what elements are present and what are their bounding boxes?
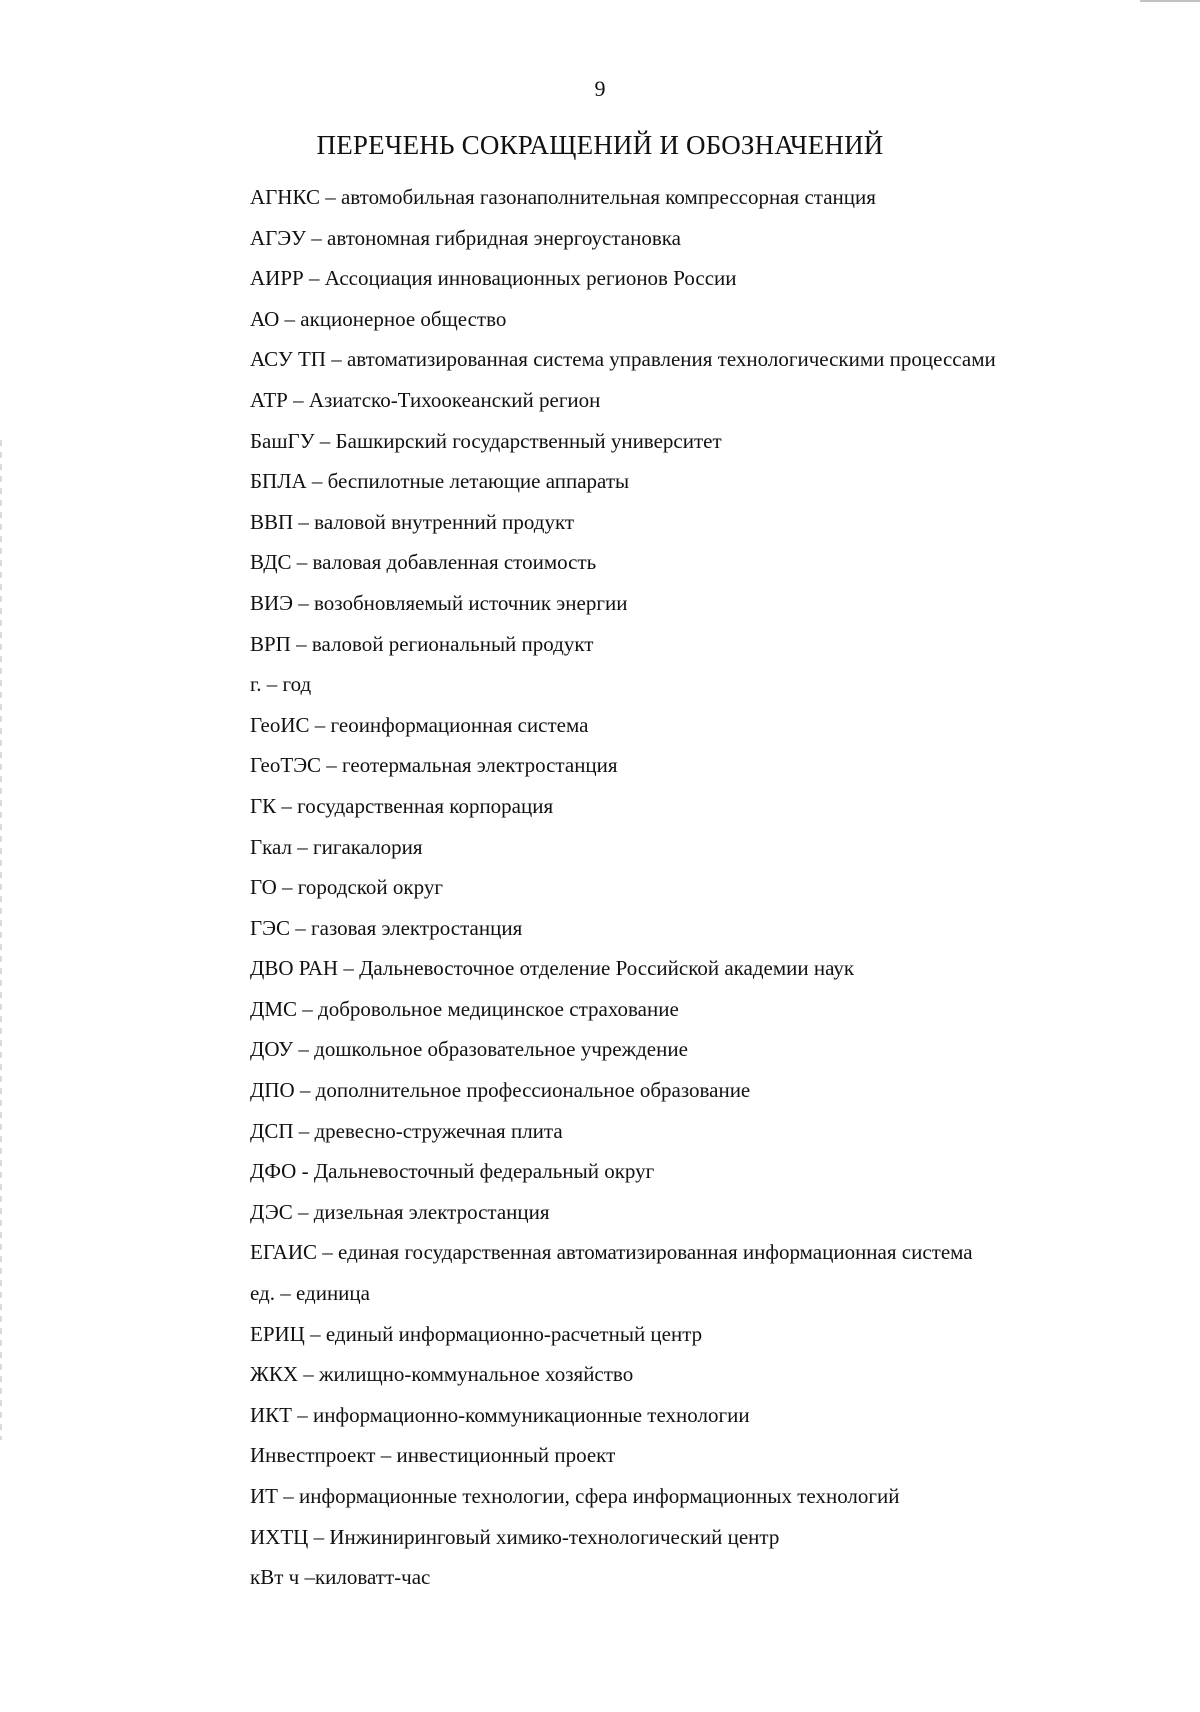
abbreviation-entry: ГеоИС – геоинформационная система	[250, 712, 589, 737]
abbreviation-entry: ЕРИЦ – единый информационно-расчетный центр	[250, 1321, 703, 1346]
abbreviation-entry: ГЭС – газовая электростанция	[250, 915, 523, 940]
scan-binding-edge	[0, 440, 2, 1440]
abbreviation-entry: АО – акционерное общество	[250, 306, 507, 331]
abbreviation-entry: АГЭУ – автономная гибридная энергоустановка	[250, 225, 681, 250]
abbreviation-entry: ИКТ – информационно-коммуникационные технологии	[250, 1402, 750, 1427]
scan-edge-mark	[1140, 0, 1200, 2]
abbreviation-entry: ВДС – валовая добавленная стоимость	[250, 550, 597, 575]
abbreviation-entry: АТР – Азиатско-Тихоокеанский регион	[250, 387, 601, 412]
abbreviation-entry: ДЭС – дизельная электростанция	[250, 1199, 550, 1224]
abbreviation-list	[250, 177, 1150, 1598]
abbreviation-entry: Инвестпроект – инвестиционный проект	[250, 1443, 616, 1468]
abbreviation-entry: ИХТЦ – Инжиниринговый химико-технологический центр	[250, 1524, 780, 1549]
abbreviation-entry: кВт ч –киловатт-час	[250, 1565, 431, 1590]
abbreviation-entry: Гкал – гигакалория	[250, 834, 423, 859]
abbreviation-entry: ДОУ – дошкольное образовательное учреждение	[250, 1037, 688, 1062]
abbreviation-entry: БПЛА – беспилотные летающие аппараты	[250, 469, 630, 494]
abbreviation-entry: АГНКС – автомобильная газонаполнительная компрессорная станция	[250, 185, 876, 209]
abbreviation-entry: АСУ ТП – автоматизированная система управления технологическими процессами	[250, 347, 996, 372]
abbreviation-entry: ДСП – древесно-стружечная плита	[250, 1118, 563, 1143]
abbreviation-entry: ДВО РАН – Дальневосточное отделение Российской академии наук	[250, 956, 855, 981]
abbreviation-entry: ЕГАИС – единая государственная автоматизированная информационная система	[250, 1240, 973, 1265]
page-number: 9	[594, 76, 606, 101]
abbreviation-entry: АИРР – Ассоциация инновационных регионов России	[250, 266, 737, 291]
abbreviation-entry: ГО – городской округ	[250, 875, 443, 900]
abbreviation-entry: ДФО - Дальневосточный федеральный округ	[250, 1159, 655, 1184]
abbreviation-entry: ИТ – информационные технологии, сфера информационных технологий	[250, 1484, 900, 1508]
abbreviation-entry: ВВП – валовой внутренний продукт	[250, 509, 575, 534]
abbreviation-entry: ДПО – дополнительное профессиональное образование	[250, 1078, 751, 1103]
abbreviation-entry: БашГУ – Башкирский государственный университет	[250, 428, 722, 453]
page-title: ПЕРЕЧЕНЬ СОКРАЩЕНИЙ И ОБОЗНАЧЕНИЙ	[316, 130, 884, 160]
abbreviation-entry: ЖКХ – жилищно-коммунальное хозяйство	[250, 1362, 634, 1387]
abbreviation-entry: ГеоТЭС – геотермальная электростанция	[250, 753, 618, 778]
abbreviation-entry: ГК – государственная корпорация	[250, 793, 554, 818]
abbreviation-entry: ВРП – валовой региональный продукт	[250, 631, 594, 656]
abbreviation-entry: ВИЭ – возобновляемый источник энергии	[250, 590, 628, 615]
abbreviation-entry: г. – год	[250, 672, 312, 697]
abbreviation-entry: ДМС – добровольное медицинское страхование	[250, 996, 679, 1021]
abbreviation-entry: ед. – единица	[250, 1281, 370, 1306]
